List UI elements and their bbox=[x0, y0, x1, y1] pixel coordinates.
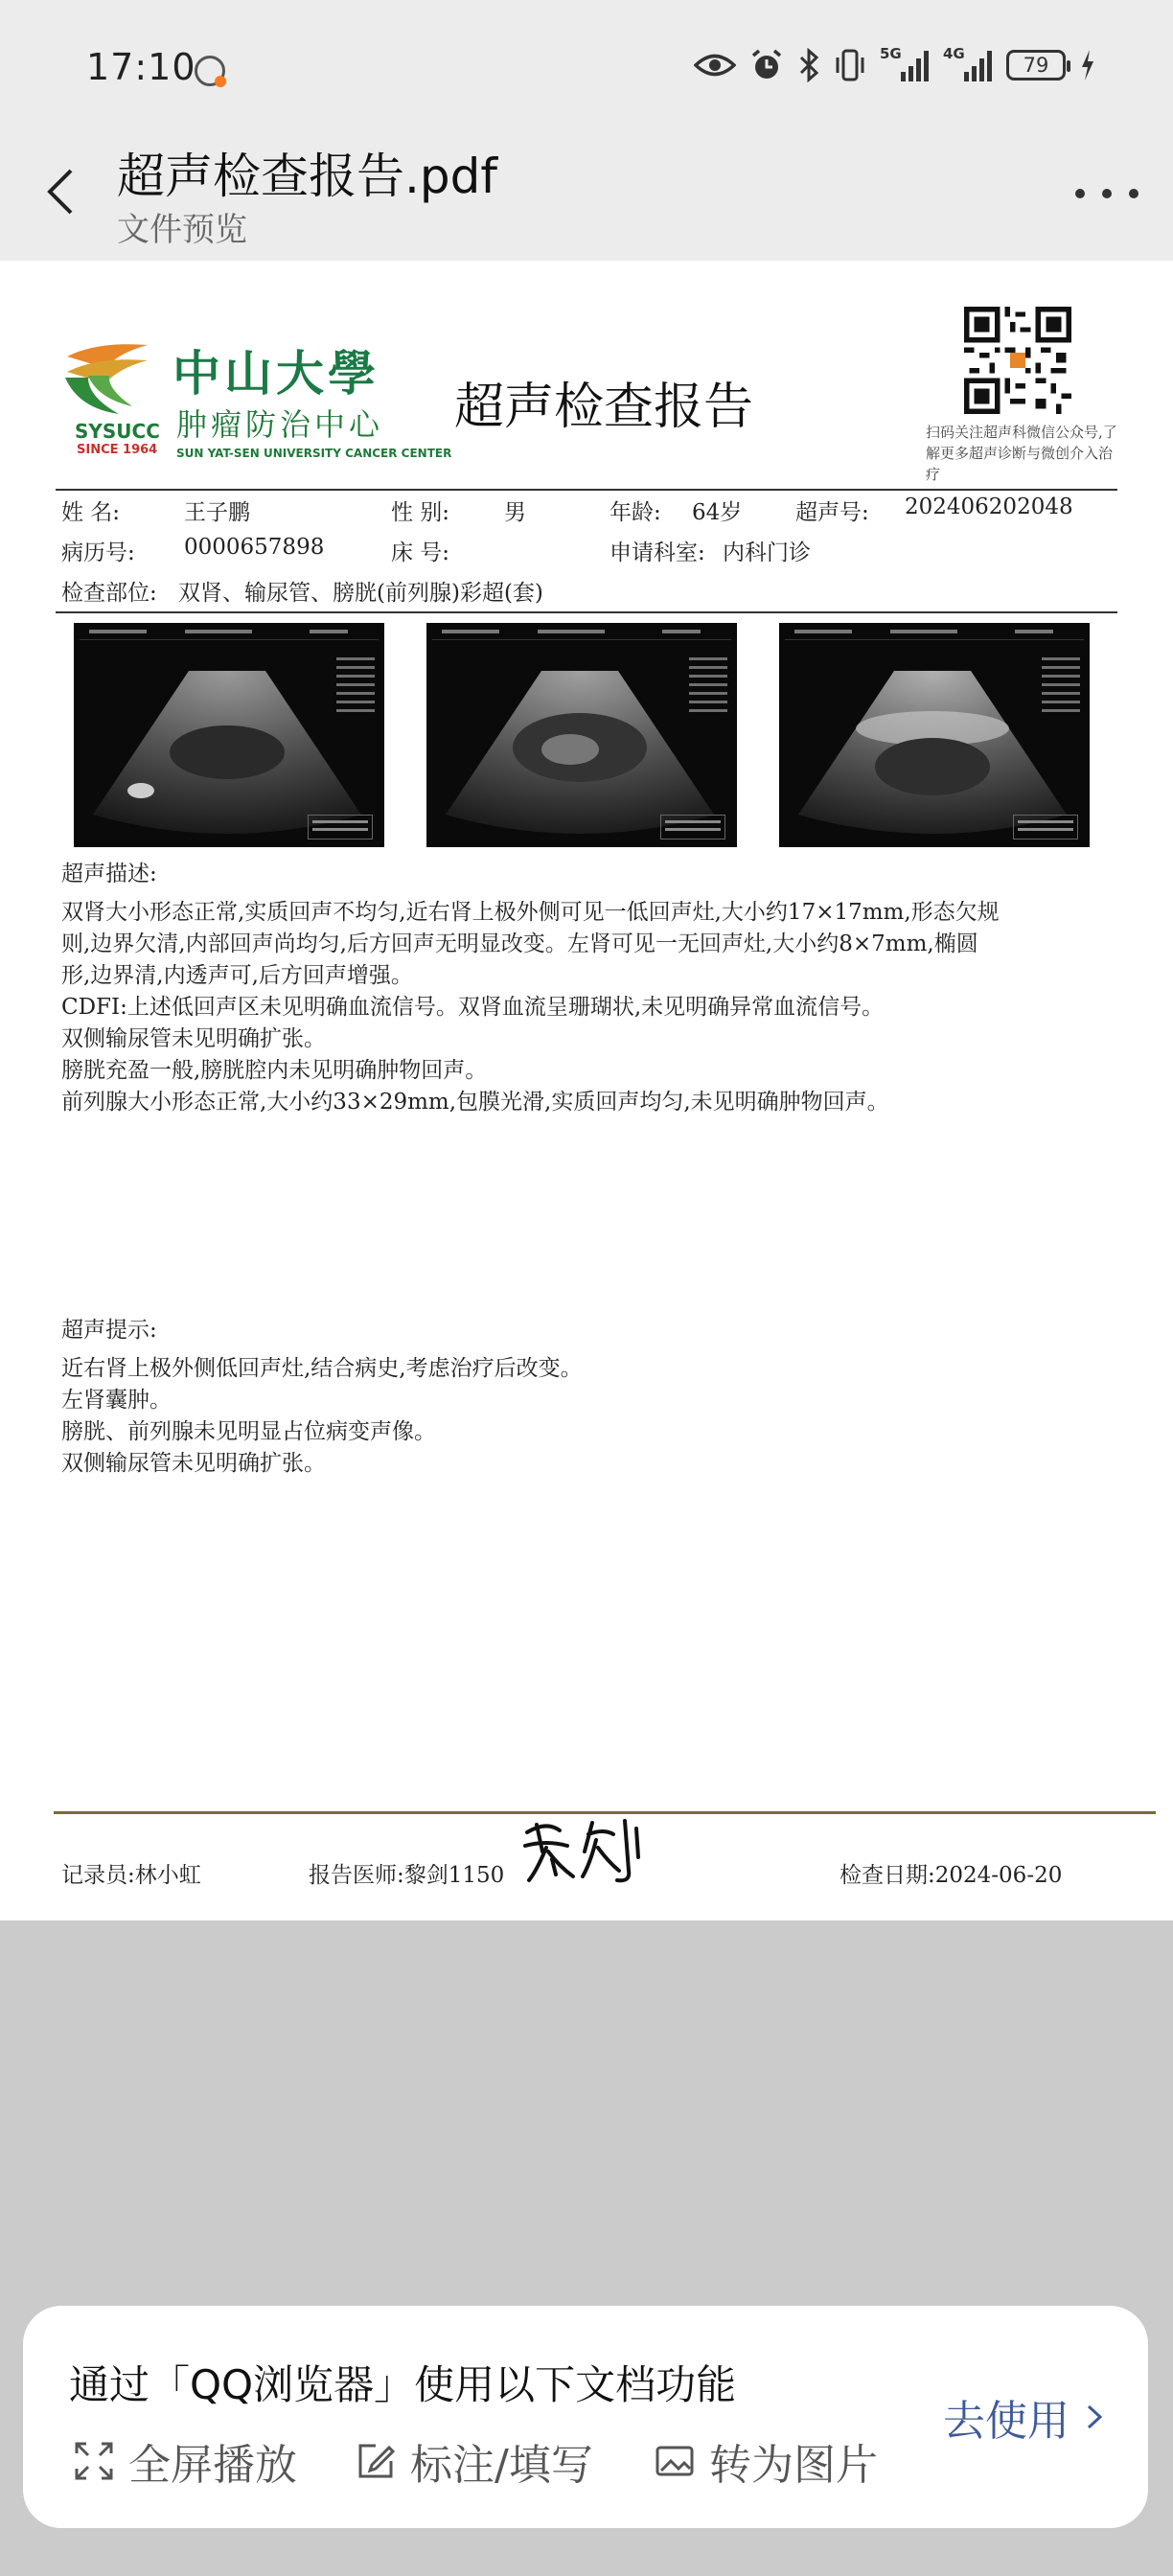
go-use-button[interactable] bbox=[943, 2386, 1108, 2448]
more-dot-icon bbox=[1075, 189, 1085, 198]
eye-icon bbox=[694, 51, 736, 80]
go-use-label: 去使用 bbox=[943, 2397, 1070, 2446]
back-button[interactable] bbox=[34, 163, 92, 220]
conclusion-title: 超声提示: bbox=[61, 1318, 157, 1343]
fullscreen-icon bbox=[73, 2440, 115, 2482]
patient-age: 64岁 bbox=[692, 500, 743, 525]
conclusion-line: 近右肾上极外侧低回声灶,结合病史,考虑治疗后改变。 bbox=[61, 1356, 583, 1381]
signal-4g-icon bbox=[943, 45, 993, 81]
conclusion-line: 膀胱、前列腺未见明显占位病变声像。 bbox=[61, 1419, 436, 1444]
battery-icon: 79 bbox=[1006, 50, 1066, 80]
status-icons bbox=[694, 45, 1096, 82]
ultrasound-image-3 bbox=[779, 623, 1090, 847]
file-title: 超声检查报告.pdf bbox=[117, 149, 497, 204]
chevron-left-icon bbox=[34, 163, 92, 220]
bed-label: 床 号: bbox=[391, 540, 450, 565]
name-label: 姓 名: bbox=[61, 500, 121, 525]
status-time: 17:10 bbox=[86, 46, 196, 88]
record-label: 病历号: bbox=[61, 540, 135, 565]
edit-icon bbox=[355, 2440, 397, 2482]
network-5g-label: 5G bbox=[880, 45, 902, 62]
logo-cn-sub: 肿瘤防治中心 bbox=[176, 406, 384, 443]
header-rule bbox=[56, 489, 1117, 491]
promo-title: 通过「QQ浏览器」使用以下文档功能 bbox=[69, 2361, 737, 2408]
description-line: 前列腺大小形态正常,大小约33×29mm,包膜光滑,实质回声均匀,未见明确肿物回声。 bbox=[61, 1090, 889, 1115]
description-line: 则,边界欠清,内部回声尚均匀,后方回声无明显改变。左肾可见一无回声灶,大小约8×7mm,椭圆 bbox=[61, 932, 978, 956]
description-line: CDFI:上述低回声区未见明确血流信号。双肾血流呈珊瑚状,未见明确异常血流信号。 bbox=[61, 995, 885, 1020]
patient-sex: 男 bbox=[504, 500, 526, 525]
signal-5g-icon bbox=[880, 45, 930, 81]
exam-site: 双肾、输尿管、膀胱(前列腺)彩超(套) bbox=[178, 581, 543, 606]
app-header bbox=[0, 134, 1173, 261]
report-doctor: 报告医师:黎剑1150 bbox=[309, 1863, 505, 1888]
logo-abbr: SYSUCC bbox=[75, 420, 160, 443]
convert-to-image-button[interactable] bbox=[654, 2430, 878, 2492]
qq-browser-promo-card bbox=[23, 2306, 1148, 2528]
fullscreen-label: 全屏播放 bbox=[128, 2441, 297, 2490]
more-dot-icon bbox=[1129, 189, 1138, 198]
report-title: 超声检查报告 bbox=[454, 379, 754, 436]
exam-date: 检查日期:2024-06-20 bbox=[840, 1863, 1063, 1888]
us-no: 202406202048 bbox=[905, 494, 1073, 519]
recorder: 记录员:林小虹 bbox=[61, 1863, 201, 1888]
network-4g-label: 4G bbox=[943, 45, 965, 62]
convert-label: 转为图片 bbox=[709, 2441, 878, 2490]
logo-cn-name: 中山大學 bbox=[172, 345, 380, 402]
info-rule bbox=[56, 611, 1117, 613]
record-no: 0000657898 bbox=[184, 535, 325, 560]
annotate-label: 标注/填写 bbox=[410, 2441, 593, 2490]
vibrate-icon bbox=[834, 48, 866, 82]
conclusion-line: 左肾囊肿。 bbox=[61, 1388, 172, 1413]
dept: 内科门诊 bbox=[723, 540, 811, 565]
bluetooth-icon bbox=[797, 48, 820, 82]
sex-label: 性 别: bbox=[391, 500, 450, 525]
conclusion-line: 双侧输尿管未见明确扩张。 bbox=[61, 1451, 326, 1476]
notification-app-icon bbox=[195, 56, 225, 86]
description-line: 膀胱充盈一般,膀胱腔内未见明确肿物回声。 bbox=[61, 1058, 488, 1083]
doctor-signature bbox=[518, 1813, 652, 1890]
charging-icon bbox=[1079, 48, 1096, 82]
age-label: 年龄: bbox=[610, 500, 661, 525]
logo-en-name: SUN YAT-SEN UNIVERSITY CANCER CENTER bbox=[176, 447, 452, 460]
hospital-logo bbox=[59, 339, 452, 464]
image-icon bbox=[654, 2440, 696, 2482]
logo-since: SINCE 1964 bbox=[77, 443, 158, 457]
description-line: 形,边界清,内透声可,后方回声增强。 bbox=[61, 963, 413, 988]
description-line: 双肾大小形态正常,实质回声不均匀,近右肾上极外侧可见一低回声灶,大小约17×17mm,形态欠规 bbox=[61, 900, 1000, 925]
document-page[interactable] bbox=[0, 261, 1173, 1920]
ultrasound-image-2 bbox=[426, 623, 737, 847]
exam-label: 检查部位: bbox=[61, 581, 157, 606]
patient-name: 王子鹏 bbox=[184, 500, 250, 525]
us-no-label: 超声号: bbox=[795, 500, 869, 525]
alarm-icon bbox=[749, 48, 784, 82]
chevron-right-icon bbox=[1079, 2403, 1108, 2431]
ultrasound-image-1 bbox=[74, 623, 384, 847]
more-dot-icon bbox=[1102, 189, 1112, 198]
description-title: 超声描述: bbox=[61, 862, 157, 886]
qr-note: 扫码关注超声科微信公众号,了解更多超声诊断与微创介入治疗 bbox=[926, 424, 1117, 483]
file-subtitle: 文件预览 bbox=[117, 211, 247, 249]
sysucc-logo-icon bbox=[59, 339, 155, 416]
dept-label: 申请科室: bbox=[610, 540, 705, 565]
annotate-fill-button[interactable] bbox=[355, 2430, 593, 2492]
fullscreen-play-button[interactable] bbox=[73, 2430, 297, 2492]
description-line: 双侧输尿管未见明确扩张。 bbox=[61, 1026, 326, 1051]
status-bar bbox=[0, 0, 1173, 134]
more-options-button[interactable] bbox=[1075, 184, 1138, 203]
qr-code-icon bbox=[964, 307, 1071, 414]
